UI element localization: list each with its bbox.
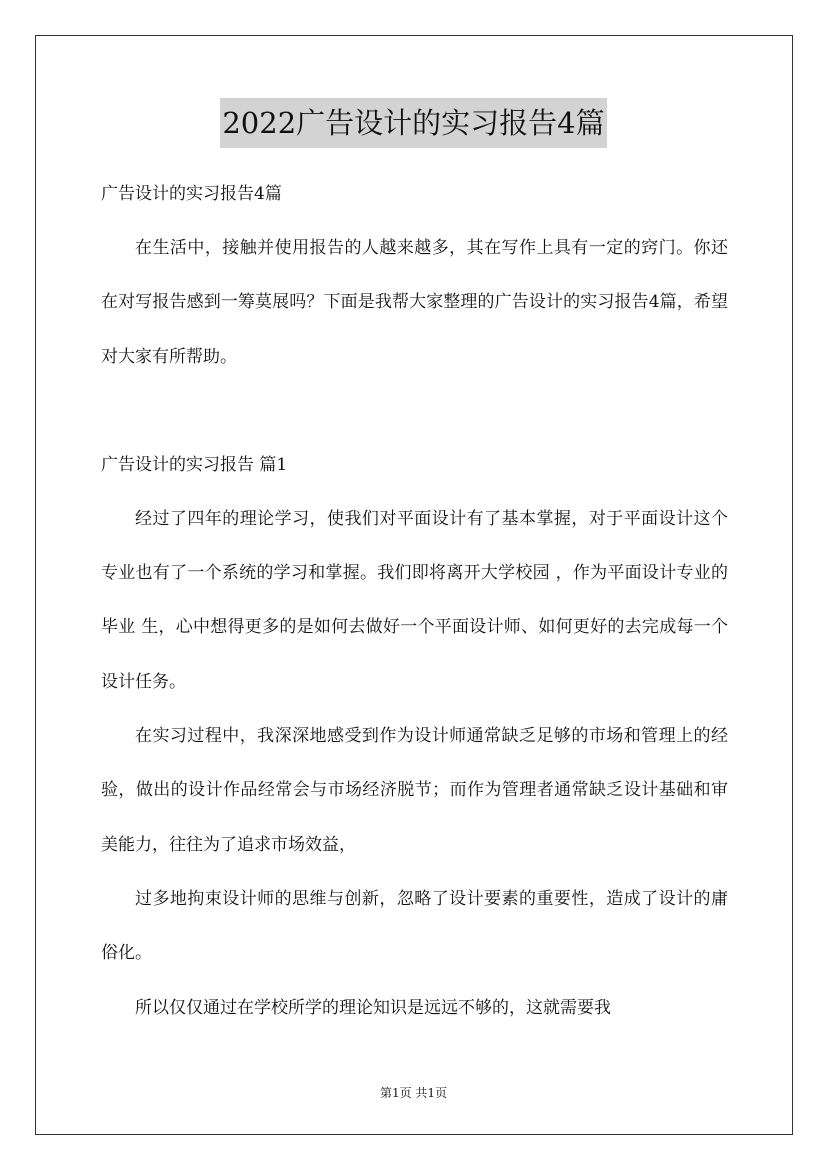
body-paragraph: 过多地拘束设计师的思维与创新，忽略了设计要素的重要性，造成了设计的庸俗化。 (101, 888, 728, 964)
document-title-text: 2022广告设计的实习报告4篇 (220, 98, 606, 148)
body-paragraph: 所以仅仅通过在学校所学的理论知识是远远不够的，这就需要我 (135, 997, 611, 1018)
page-footer: 第1页 共1页 (379, 1086, 448, 1100)
section-heading: 广告设计的实习报告 篇1 (101, 454, 288, 475)
body-paragraph: 在实习过程中，我深深地感受到作为设计师通常缺乏足够的市场和管理上的经验，做出的设计作品经常会与市场经济脱节；而作为管理者通常缺乏设计基础和审美能力，往往为了追求市场效益， (101, 726, 728, 855)
body-paragraph: 经过了四年的理论学习，使我们对平面设计有了基本掌握，对于平面设计这个专业也有了一个系统的学习和掌握。我们即将离开大学校园 ，作为平面设计专业的毕业 生，心中想得更多的是如何去做好一个平面设计师、如何更好的去完成每一个设计任务。 (101, 508, 728, 692)
intro-paragraph: 在生活中，接触并使用报告的人越来越多，其在写作上具有一定的窍门。你还在对写报告感到一筹莫展吗？下面是我帮大家整理的广告设计的实习报告4篇，希望对大家有所帮助。 (101, 238, 728, 367)
document-subtitle: 广告设计的实习报告4篇 (101, 184, 282, 204)
paragraph-spacer (101, 384, 728, 438)
document-title (0, 98, 827, 148)
document-body (101, 167, 728, 1035)
